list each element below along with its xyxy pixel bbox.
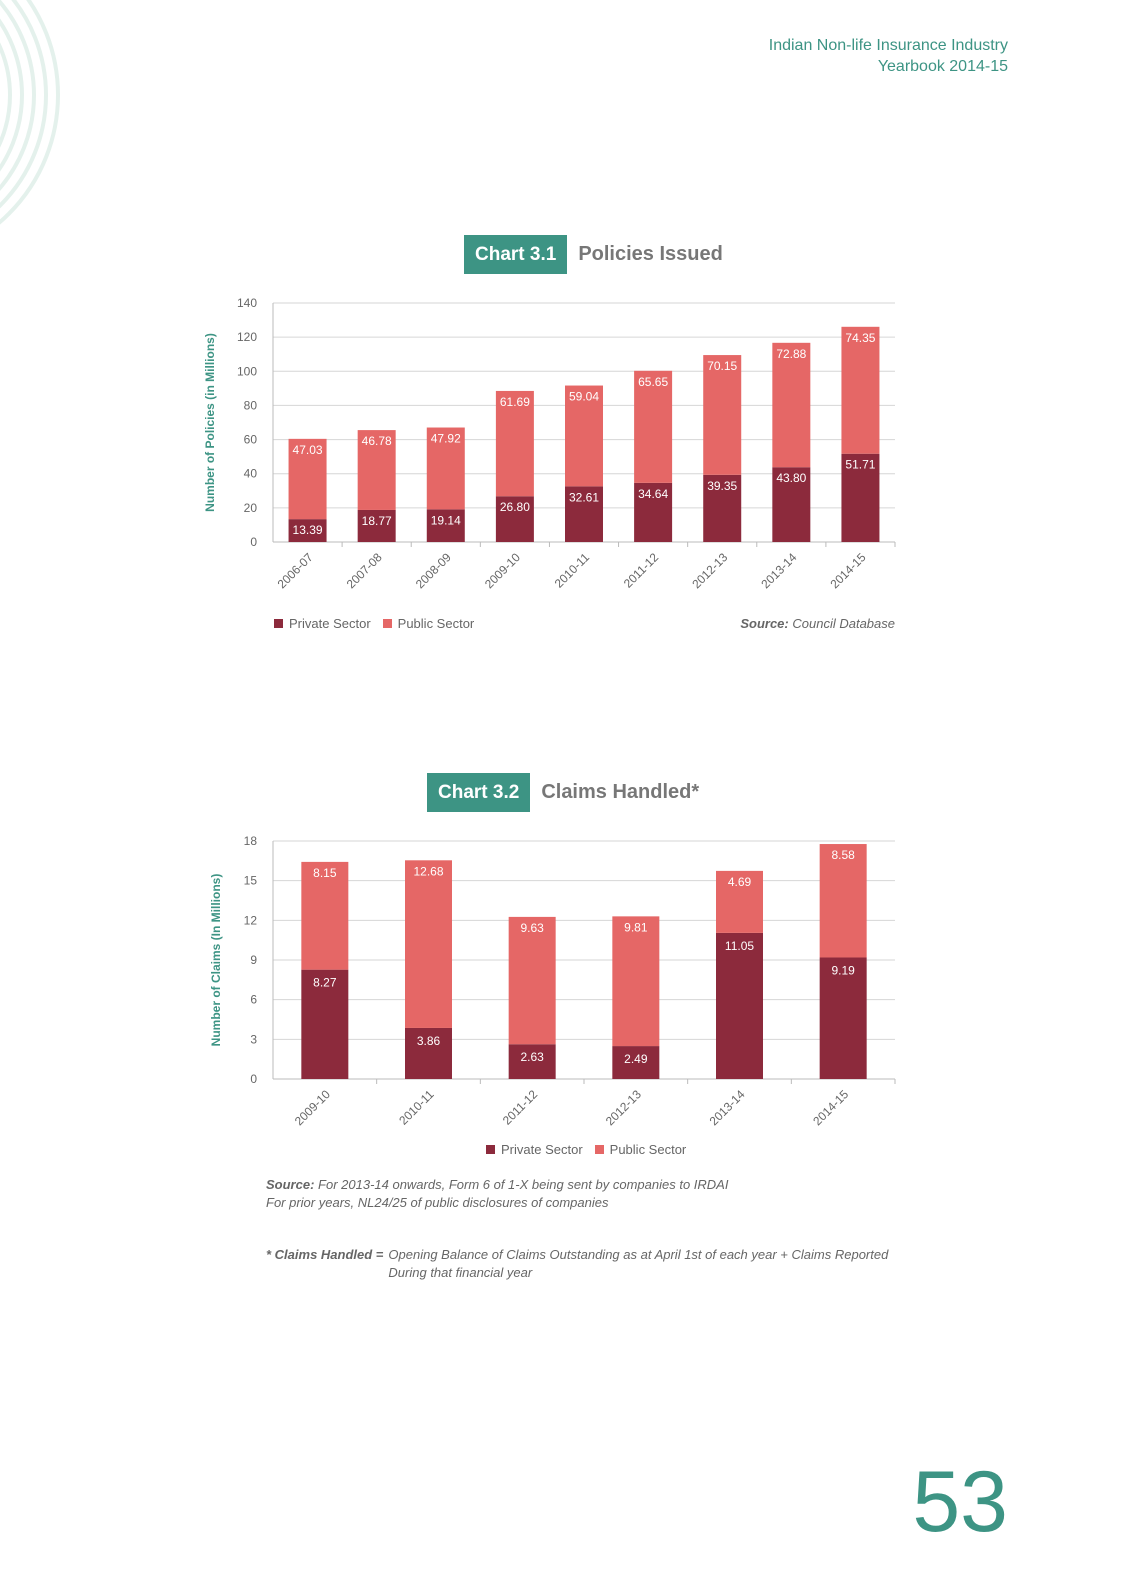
- x-tick-label: 2008-09: [412, 550, 454, 592]
- chart2-plot: [195, 828, 905, 1138]
- data-label-private: 51.71: [845, 457, 876, 472]
- x-tick-label: 2009-10: [481, 550, 524, 592]
- data-label-private: 39.35: [707, 478, 738, 493]
- data-label-private: 11.05: [724, 938, 755, 953]
- y-tick-label: 18: [243, 834, 257, 848]
- chart2-title: Claims Handled*: [541, 781, 700, 803]
- y-tick-label: 120: [236, 330, 257, 345]
- note-line-1: Opening Balance of Claims Outstanding as at April 1st of each year + Claims Reported: [388, 1247, 889, 1262]
- x-tick-label: 2013-14: [706, 1087, 748, 1129]
- y-tick-label: 0: [250, 535, 257, 549]
- decorative-arcs: [0, 0, 70, 240]
- data-label-public: 9.63: [520, 920, 544, 935]
- chart1-source: [740, 616, 895, 631]
- legend-public: [383, 616, 475, 631]
- x-tick-label: 2007-08: [343, 550, 385, 592]
- y-tick-label: 12: [243, 913, 257, 928]
- data-label-public: 46.78: [361, 434, 392, 449]
- chart1-source-label: Source:: [740, 616, 789, 631]
- bar-public-sector: [841, 327, 879, 454]
- page-header: [769, 35, 1008, 77]
- y-tick-label: 15: [243, 873, 257, 888]
- x-tick-label: 2011-12: [620, 550, 662, 591]
- data-label-public: 47.92: [430, 431, 461, 446]
- bar-private-sector: [716, 933, 763, 1079]
- chart1-source-text: Council Database: [792, 616, 895, 631]
- note-label: * Claims Handled =: [266, 1247, 384, 1262]
- legend-public-label: Public Sector: [609, 1142, 687, 1157]
- chart1-title: Policies Issued: [578, 243, 723, 265]
- data-label-public: 8.15: [313, 865, 337, 880]
- data-label-public: 65.65: [638, 374, 669, 389]
- chart1-plot: [195, 290, 905, 610]
- x-tick-label: 2009-10: [291, 1087, 333, 1129]
- data-label-public: 4.69: [727, 874, 752, 889]
- header-line-1: Indian Non-life Insurance Industry: [768, 37, 1008, 54]
- legend-private-label: Private Sector: [289, 616, 371, 631]
- chart1-tag: Chart 3.1: [464, 235, 567, 274]
- claims-definition-note: [266, 1246, 888, 1282]
- legend-private-swatch: [486, 1145, 495, 1154]
- legend-private-swatch: [274, 619, 283, 628]
- data-label-private: 26.80: [499, 500, 530, 515]
- data-label-public: 12.68: [413, 864, 444, 879]
- data-label-public: 61.69: [499, 394, 530, 409]
- y-tick-label: 140: [236, 296, 257, 310]
- data-label-private: 32.61: [568, 490, 600, 505]
- y-tick-label: 3: [250, 1032, 257, 1047]
- data-label-private: 34.64: [638, 486, 669, 501]
- bar-public-sector: [405, 860, 452, 1028]
- y-tick-label: 100: [236, 364, 257, 379]
- y-tick-label: 20: [243, 500, 257, 515]
- data-label-private: 43.80: [776, 471, 807, 486]
- chart2-source-label: Source:: [266, 1177, 315, 1192]
- x-tick-label: 2006-07: [274, 550, 316, 592]
- data-label-private: 9.19: [831, 963, 855, 978]
- data-label-private: 2.63: [520, 1050, 544, 1065]
- y-tick-label: 40: [243, 466, 257, 481]
- chart2-tag: Chart 3.2: [427, 773, 530, 812]
- x-tick-label: 2014-15: [810, 1087, 852, 1129]
- page-number: 53: [912, 1454, 1008, 1550]
- data-label-private: 8.27: [313, 975, 337, 990]
- y-tick-label: 60: [243, 432, 257, 447]
- chart1-legend: [274, 616, 486, 631]
- chart2-source-line-1: For 2013-14 onwards, Form 6 of 1-X being sent by companies to IRDAI: [318, 1177, 729, 1192]
- x-tick-label: 2011-12: [499, 1087, 541, 1128]
- data-label-public: 47.03: [292, 442, 323, 457]
- y-tick-label: 9: [250, 953, 257, 967]
- y-tick-label: 0: [250, 1072, 257, 1086]
- chart2-source: [266, 1176, 728, 1212]
- data-label-private: 2.49: [624, 1052, 648, 1067]
- y-tick-label: 80: [243, 398, 257, 413]
- data-label-public: 70.15: [707, 359, 738, 374]
- x-tick-label: 2013-14: [758, 550, 800, 592]
- data-label-public: 74.35: [845, 330, 876, 345]
- data-label-private: 18.77: [361, 513, 392, 528]
- chart2-legend: [486, 1142, 698, 1157]
- x-tick-label: 2014-15: [827, 550, 869, 592]
- y-axis-title: Number of Claims (In Millions): [209, 873, 223, 1047]
- chart2-source-line-2: For prior years, NL24/25 of public disclosures of companies: [266, 1195, 609, 1210]
- x-tick-label: 2010-11: [551, 550, 593, 591]
- legend-private-label: Private Sector: [501, 1142, 583, 1157]
- header-line-2: Yearbook 2014-15: [877, 58, 1008, 75]
- legend-public-swatch: [595, 1145, 604, 1154]
- note-line-2: During that financial year: [388, 1265, 533, 1280]
- data-label-public: 9.81: [624, 920, 648, 935]
- data-label-public: 72.88: [776, 346, 807, 361]
- y-tick-label: 6: [250, 992, 257, 1007]
- bar-public-sector: [612, 916, 659, 1046]
- data-label-public: 59.04: [568, 389, 600, 404]
- chart1-title-block: [464, 235, 723, 274]
- data-label-public: 8.58: [831, 848, 855, 863]
- legend-public-label: Public Sector: [397, 616, 475, 631]
- legend-public-swatch: [383, 619, 392, 628]
- x-tick-label: 2012-13: [689, 550, 731, 592]
- data-label-private: 19.14: [430, 513, 461, 528]
- data-label-private: 13.39: [292, 523, 323, 538]
- chart2-title-block: [427, 773, 699, 812]
- legend-private: [274, 616, 371, 631]
- data-label-private: 3.86: [416, 1033, 441, 1048]
- y-axis-title: Number of Policies (in Millions): [203, 333, 217, 512]
- legend-public: [595, 1142, 687, 1157]
- legend-private: [486, 1142, 583, 1157]
- bar-public-sector: [772, 343, 810, 467]
- x-tick-label: 2012-13: [602, 1087, 644, 1129]
- bar-public-sector: [509, 917, 556, 1044]
- x-tick-label: 2010-11: [396, 1087, 437, 1128]
